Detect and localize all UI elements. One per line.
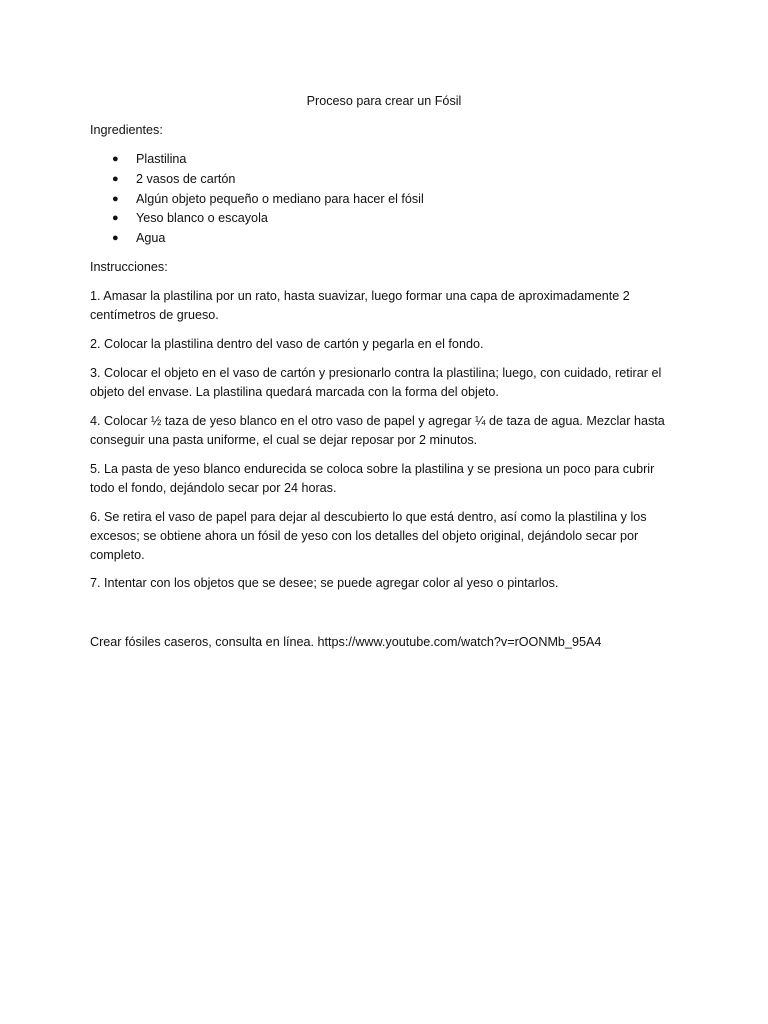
list-item <box>112 209 424 229</box>
instruction-step-1: 1. Amasar la plastilina por un rato, hasta suavizar, luego formar una capa de aproximadamente 2 centímetros de grueso. <box>90 289 630 322</box>
list-item <box>112 150 424 170</box>
ingredient-label: 2 vasos de cartón <box>136 171 236 186</box>
ingredients-heading: Ingredientes: <box>90 123 163 137</box>
bullet-icon: ● <box>112 172 119 185</box>
instructions-heading: Instrucciones: <box>90 260 168 274</box>
list-item <box>112 229 424 249</box>
ingredient-label: Agua <box>136 231 166 246</box>
bullet-icon: ● <box>112 192 119 205</box>
document-title: Proceso para crear un Fósil <box>306 94 462 108</box>
bullet-icon: ● <box>112 232 119 245</box>
list-item <box>112 170 424 190</box>
instruction-step-7: 7. Intentar con los objetos que se desee; se puede agregar color al yeso o pintarlos. <box>90 576 559 590</box>
reference-line <box>90 633 680 652</box>
reference-link[interactable]: https://www.youtube.com/watch?v=rOONMb_95A4 <box>317 635 602 649</box>
instruction-step-4: 4. Colocar ½ taza de yeso blanco en el otro vaso de papel y agregar ¼ de taza de agua. Mezclar hasta conseguir una pasta uniforme, el cual se dejar reposar por 2 minutos. <box>90 414 665 447</box>
ingredient-label: Yeso blanco o escayola <box>136 211 268 226</box>
instruction-step-3: 3. Colocar el objeto en el vaso de cartón y presionarlo contra la plastilina; luego, con cuidado, retirar el objeto del envase. La plastilina quedará marcada con la forma del objeto. <box>90 366 662 399</box>
reference-text: Crear fósiles caseros, consulta en línea. <box>90 635 315 649</box>
instruction-step-2: 2. Colocar la plastilina dentro del vaso de cartón y pegarla en el fondo. <box>90 337 484 351</box>
ingredient-list <box>112 150 424 249</box>
list-item <box>112 190 424 210</box>
bullet-icon: ● <box>112 212 119 225</box>
ingredient-label: Plastilina <box>136 152 187 166</box>
bullet-icon: ● <box>112 153 119 165</box>
instruction-step-6: 6. Se retira el vaso de papel para dejar al descubierto lo que está dentro, así como la plastilina y los excesos; se obtiene ahora un fósil de yeso con los detalles del objeto original, dejándolo secar por completo. <box>90 510 647 562</box>
instruction-step-5: 5. La pasta de yeso blanco endurecida se coloca sobre la plastilina y se presiona un poco para cubrir todo el fondo, dejándolo secar por 24 horas. <box>90 462 655 495</box>
ingredient-label: Algún objeto pequeño o mediano para hacer el fósil <box>136 191 424 206</box>
